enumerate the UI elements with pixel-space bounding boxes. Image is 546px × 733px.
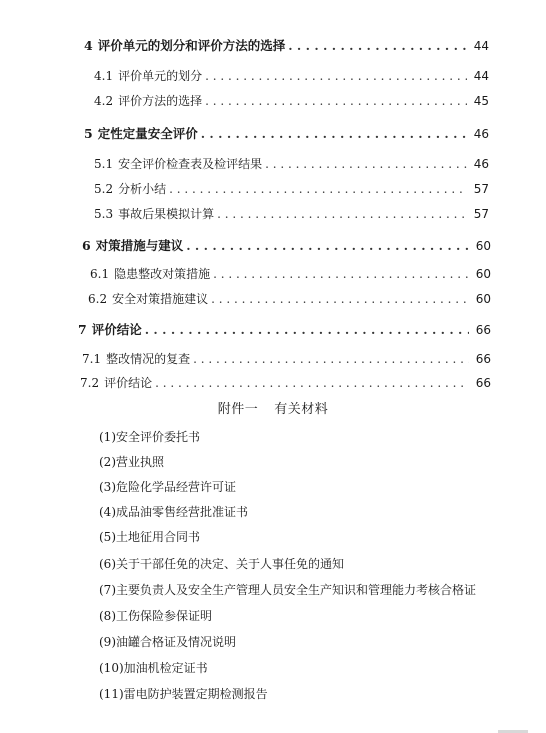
toc-number: 4.1 [94,69,114,83]
toc-page-number: 60 [475,239,491,253]
appendix-title-text: 有关材料 [274,402,329,417]
appendix-item: (5)土地征用合同书 [99,530,200,544]
toc-entry-5-3 [94,205,489,222]
toc-entry-4 [84,36,489,54]
toc-leader-dots [145,322,469,337]
appendix-item: (9)油罐合格证及情况说明 [99,635,236,649]
toc-title: 评价方法的选择 [118,94,203,108]
appendix-item: (3)危险化学品经营许可证 [99,480,236,494]
toc-number: 7.2 [80,376,100,390]
toc-number: 6.1 [90,267,110,281]
appendix-item: (6)关于干部任免的决定、关于人事任免的通知 [99,557,344,571]
toc-entry-5-2 [94,180,489,197]
toc-title: 安全评价检查表及检评结果 [118,157,263,171]
appendix-item: (1)安全评价委托书 [99,430,200,444]
toc-page-number: 57 [473,207,489,221]
toc-entry-7-2 [80,374,491,391]
toc-title: 评价单元的划分和评价方法的选择 [97,38,286,53]
toc-page-number: 66 [475,352,491,366]
appendix-item: (7)主要负责人及安全生产管理人员安全生产知识和管理能力考核合格证 [99,583,477,597]
toc-title: 定性定量安全评价 [97,126,198,141]
appendix-item: (10)加油机检定证书 [99,661,208,675]
toc-title: 隐患整改对策措施 [114,267,211,281]
toc-number: 5.1 [94,157,114,171]
toc-page-number: 57 [473,182,489,196]
toc-title: 评价结论 [91,322,142,337]
appendix-heading [0,398,546,417]
toc-page-number: 44 [473,69,489,83]
toc-leader-dots [201,126,467,141]
toc-leader-dots [205,69,467,83]
appendix-item: (8)工伤保险参保证明 [99,609,212,623]
toc-page-number: 60 [475,267,491,281]
toc-number: 4.2 [94,94,114,108]
toc-number: 7.1 [82,352,102,366]
toc-leader-dots [205,94,467,108]
toc-number: 4 [84,38,93,53]
appendix-item: (2)营业执照 [99,455,164,469]
toc-page-number: 46 [473,157,489,171]
toc-page-number: 66 [475,376,491,390]
toc-entry-6 [82,236,491,254]
toc-number: 6.2 [88,292,108,306]
toc-title: 安全对策措施建议 [112,292,209,306]
appendix-item: (4)成品油零售经营批准证书 [99,505,248,519]
toc-page-number: 44 [473,39,489,53]
toc-leader-dots [155,376,469,390]
toc-number: 6 [82,238,91,253]
toc-number: 7 [78,322,87,337]
toc-leader-dots [288,38,467,53]
toc-page-number: 46 [473,127,489,141]
toc-title: 整改情况的复查 [106,352,191,366]
toc-page-number: 60 [475,292,491,306]
appendix-item: (11)雷电防护装置定期检测报告 [99,687,268,701]
appendix-label: 附件一 [217,402,259,417]
toc-entry-5-1 [94,155,489,172]
toc-leader-dots [217,207,467,221]
toc-leader-dots [211,292,469,306]
toc-entry-6-1 [90,265,491,282]
toc-leader-dots [193,352,469,366]
toc-title: 对策措施与建议 [95,238,184,253]
toc-entry-7 [78,320,491,338]
toc-title: 事故后果模拟计算 [118,207,215,221]
toc-page-number: 45 [473,94,489,108]
toc-title: 评价结论 [104,376,153,390]
toc-entry-5 [84,124,489,142]
toc-entry-4-2 [94,92,489,109]
toc-leader-dots [186,238,469,253]
toc-entry-7-1 [82,350,491,367]
toc-title: 评价单元的划分 [118,69,203,83]
toc-number: 5.2 [94,182,114,196]
toc-leader-dots [169,182,467,196]
toc-entry-4-1 [94,67,489,84]
toc-title: 分析小结 [118,182,167,196]
toc-page-number: 66 [475,323,491,337]
toc-entry-6-2 [88,290,491,307]
toc-number: 5.3 [94,207,114,221]
toc-number: 5 [84,126,93,141]
toc-leader-dots [265,157,467,171]
toc-leader-dots [213,267,469,281]
